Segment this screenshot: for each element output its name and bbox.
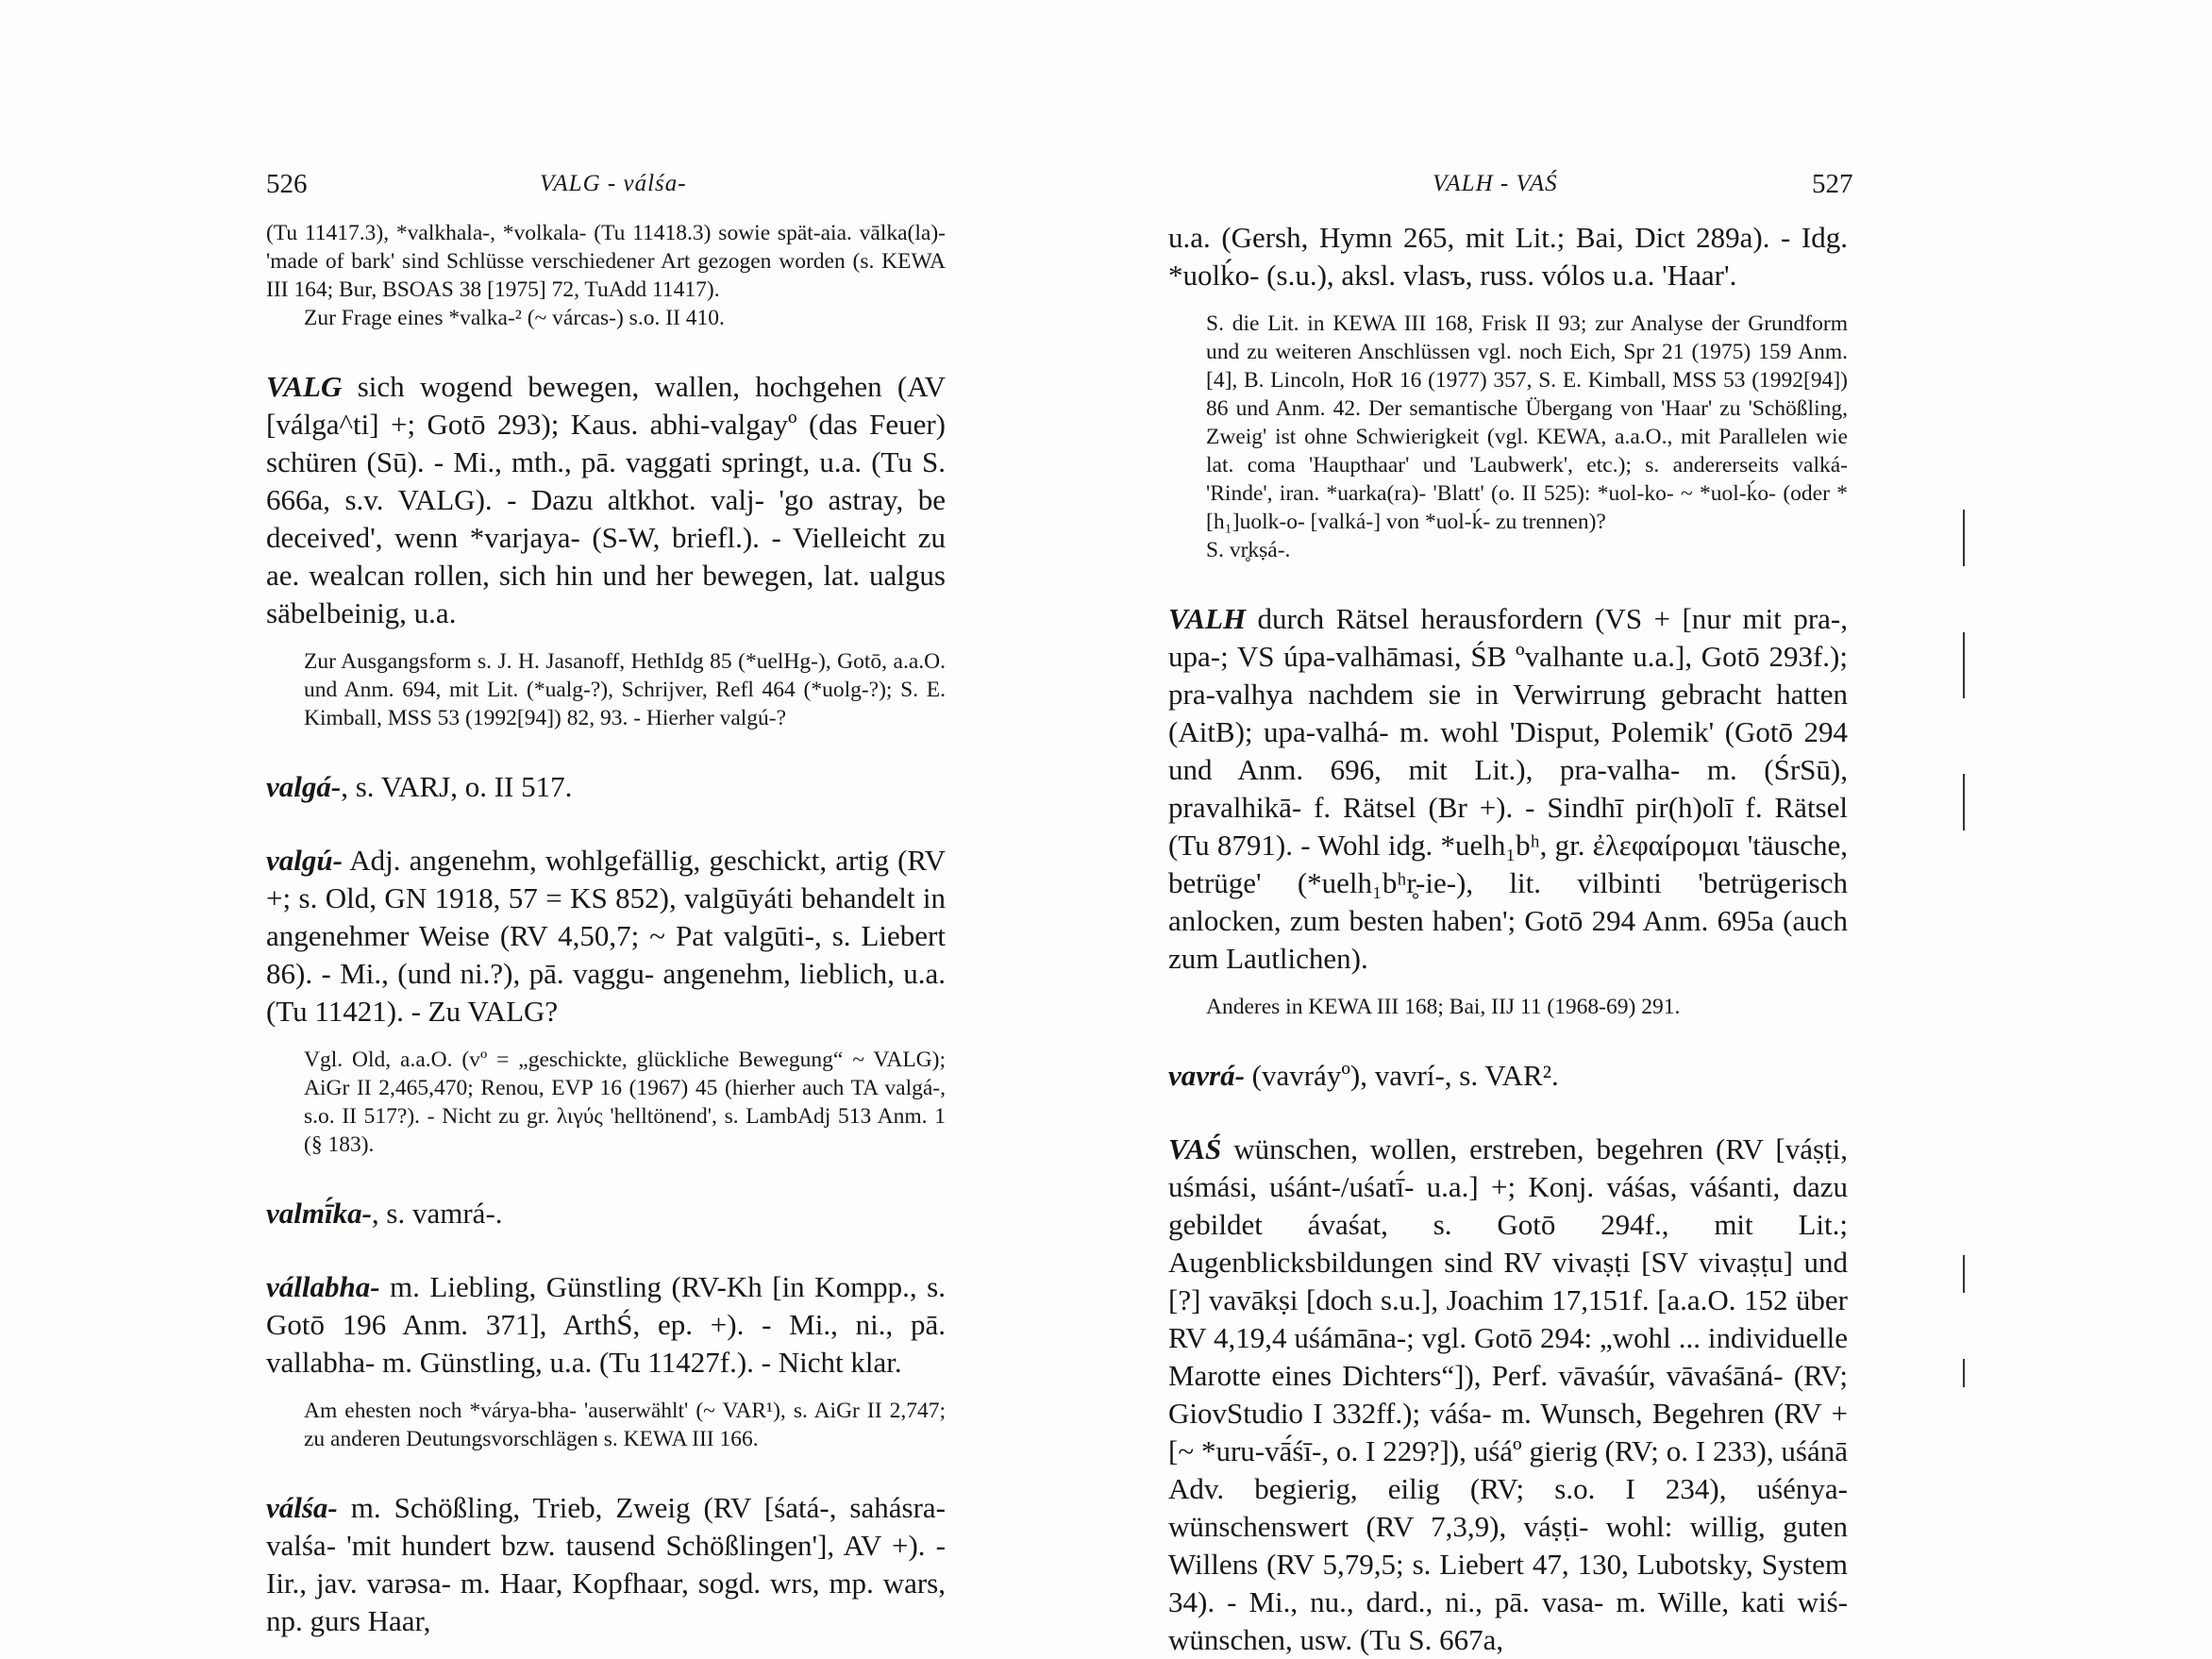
entry-body: , s. vamrá-. [371, 1197, 503, 1230]
margin-mark [1963, 510, 1965, 566]
lemma: vavrá- [1168, 1059, 1245, 1092]
dictionary-entry [266, 1268, 946, 1382]
lemma: VAŚ [1168, 1132, 1222, 1165]
page-number: 527 [1812, 169, 1853, 199]
running-head: VALH - VAŚ [1433, 171, 1558, 196]
note-paragraph: S. die Lit. in KEWA III 168, Frisk II 93; zur Analyse der Grundform und zu weiteren Anschlüssen vgl. noch Eich, Spr 21 (1975) 159 Anm. [4], B. Lincoln, HoR 16 (1977) 357, S. E. Kimball, MSS 53 (1992[94]) 86 und Anm. 42. Der semantische Übergang von 'Haar' zu 'Schößling, Zweig' ist ohne Schwierigkeit (vgl. KEWA, a.a.O., mit Parallelen wie lat. coma 'Haupthaar' und 'Laubwerk', etc.); s. andererseits valká- 'Rinde', iran. *uarka(ra)- 'Blatt' (o. II 525): *uol-ko- ~ *uol-ḱo- (oder *[h₁]uolk-o- [valká-] von *uol-ḱ- zu trennen)? [1206, 311, 1848, 534]
dictionary-entry [1168, 1131, 1848, 1659]
right-column [1168, 219, 1848, 1659]
running-head: VALG - válśa- [540, 171, 687, 196]
margin-mark [1963, 1359, 1965, 1387]
lemma: valgú- [266, 844, 343, 877]
margin-mark [1963, 632, 1965, 698]
dictionary-entry [1168, 600, 1848, 978]
entry-body: durch Rätsel herausfordern (VS + [nur mit pra-, upa-; VS úpa-valhāmasi, ŚB ºvalhante u.a.], Gotō 293f.); pra-valhya nachdem sie in Verwirrung gebracht hatten (AitB); upa-valhá- m. wohl 'Disput, Polemik' (Gotō 294 und Anm. 696, mit Lit.), pra-valha- m. (ŚrSū), pravalhikā- f. Rätsel (Br +). - Sindhī pir(h)olī f. Rätsel (Tu 8791). - Wohl idg. *uelh₁bʰ, gr. ἐλεφαίρομαι 'täusche, betrüge' (*uelh₁bʰr̥-ie-), lit. vilbinti 'betrügerisch anlocken, zum besten haben'; Gotō 294 Anm. 695a (auch zum Lautlichen). [1168, 602, 1848, 975]
margin-mark [1963, 774, 1965, 830]
margin-mark [1963, 1255, 1965, 1293]
entry-body: (vavráyº), vavrí-, s. VAR². [1244, 1059, 1559, 1092]
entry-continuation: u.a. (Gersh, Hymn 265, mit Lit.; Bai, Dict 289a). - Idg. *uolḱo- (s.u.), aksl. vlasъ, russ. vólos u.a. 'Haar'. [1168, 221, 1848, 292]
lemma: VALH [1168, 602, 1247, 635]
entry-body: wünschen, wollen, erstreben, begehren (RV [váṣṭi, uśmási, uśánt-/uśatī́- u.a.] +; Konj. váśas, váśanti, dazu gebildet ávaśat, s. Gotō 294f., mit Lit.; Augenblicksbildungen sind RV vivaṣṭi [SV vivaṣṭu] und [?] vavākṣi [doch s.u.], Joachim 17,151f. [a.a.O. 152 über RV 4,19,4 uśámāna-; vgl. Gotō 294: „wohl ... individuelle Marotte eines Dichters“]), Perf. vāvaśúr, vāvaśāná- (RV; GiovStudio I 332ff.); váśa- m. Wunsch, Begehren (RV + [~ *uru-vā́śī-, o. I 229?]), uśáº gierig (RV; o. I 233), uśánā Adv. begierig, eilig (RV; s.o. I 234), uśénya- wünschenswert (RV 7,3,9), váṣṭi- wohl: willig, guten Willens (RV 5,79,5; s. Liebert 47, 130, Lubotsky, System 34). - Mi., nu., dard., ni., pā. vasa- m. Wille, kati wiś- wünschen, usw. (Tu S. 667a, [1168, 1132, 1848, 1656]
note-paragraph: Anderes in KEWA III 168; Bai, IIJ 11 (1968-69) 291. [1206, 995, 1681, 1019]
dictionary-entry [266, 842, 946, 1031]
entry-body: Adj. angenehm, wohlgefällig, geschickt, artig (RV +; s. Old, GN 1918, 57 = KS 852), valgūyáti behandelt in angenehmer Weise (RV 4,50,7; ~ Pat valgūti-, s. Liebert 86). - Mi., (und ni.?), pā. vaggu- angenehm, lieblich, u.a. (Tu 11421). - Zu VALG? [266, 844, 946, 1028]
note-paragraph: S. vr̥kṣá-. [1206, 538, 1291, 562]
entry-body: m. Schößling, Trieb, Zweig (RV [śatá-, sahásra-valśa- 'mit hundert bzw. tausend Schößlingen'], AV +). - Iir., jav. varəsa- m. Haar, Kopfhaar, sogd. wrs, mp. wars, np. gurs Haar, [266, 1491, 946, 1637]
entry-body: m. Liebling, Günstling (RV-Kh [in Kompp., s. Gotō 196 Anm. 371], ArthŚ, ep. +). - Mi., ni., pā. vallabha- m. Günstling, u.a. (Tu 11427f.). - Nicht klar. [266, 1270, 946, 1379]
entry-body: , s. VARJ, o. II 517. [341, 770, 573, 803]
lemma: vállabha- [266, 1270, 380, 1303]
note-paragraph: Am ehesten noch *várya-bha- 'auserwählt' (~ VAR¹), s. AiGr II 2,747; zu anderen Deutungsvorschlägen s. KEWA III 166. [304, 1399, 946, 1451]
lemma: válśa- [266, 1491, 338, 1524]
right-page [1106, 0, 2212, 1656]
left-column [266, 219, 946, 1640]
note-paragraph: Vgl. Old, a.a.O. (vº = „geschickte, glückliche Bewegung“ ~ VALG); AiGr II 2,465,470; Renou, EVP 16 (1967) 45 (hierher auch TA valgá-, s.o. II 517?). - Nicht zu gr. λιγύς 'helltönend', s. LambAdj 513 Anm. 1 (§ 183). [304, 1047, 946, 1157]
page-number: 526 [266, 169, 308, 199]
dictionary-entry [266, 768, 946, 806]
lemma: valmī́ka- [266, 1197, 372, 1230]
lemma: VALG [266, 370, 343, 403]
dictionary-entry [266, 1195, 946, 1232]
entry-body: sich wogend bewegen, wallen, hochgehen (AV [válga^ti] +; Gotō 293); Kaus. abhi-valgayº (das Feuer) schüren (Sū). - Mi., mth., pā. vaggati springt, u.a. (Tu S. 666a, s.v. VALG). - Dazu altkhot. valj- 'go astray, be deceived', wenn *varjaya- (S-W, briefl.). - Vielleicht zu ae. wealcan rollen, sich hin und her bewegen, lat. ualgus säbelbeinig, u.a. [266, 370, 946, 629]
left-page [0, 0, 1106, 1637]
note-paragraph: (Tu 11417.3), *valkhala-, *volkala- (Tu 11418.3) sowie spät-aia. vālka(la)- 'made of bark' sind Schlüsse verschiedener Art gezogen worden (s. KEWA III 164; Bur, BSOAS 38 [1975] 72, TuAdd 11417). [266, 221, 946, 302]
lemma: valgá- [266, 770, 342, 803]
dictionary-entry [1168, 1057, 1848, 1095]
dictionary-entry [266, 1489, 946, 1640]
dictionary-entry [266, 368, 946, 632]
note-paragraph: Zur Ausgangsform s. J. H. Jasanoff, HethIdg 85 (*uelHg-), Gotō, a.a.O. und Anm. 694, mit Lit. (*ualg-?), Schrijver, Refl 464 (*uolg-?); S. E. Kimball, MSS 53 (1992[94]) 82, 93. - Hierher valgú-? [304, 649, 946, 730]
note-paragraph: Zur Frage eines *valka-² (~ várcas-) s.o. II 410. [304, 306, 725, 330]
